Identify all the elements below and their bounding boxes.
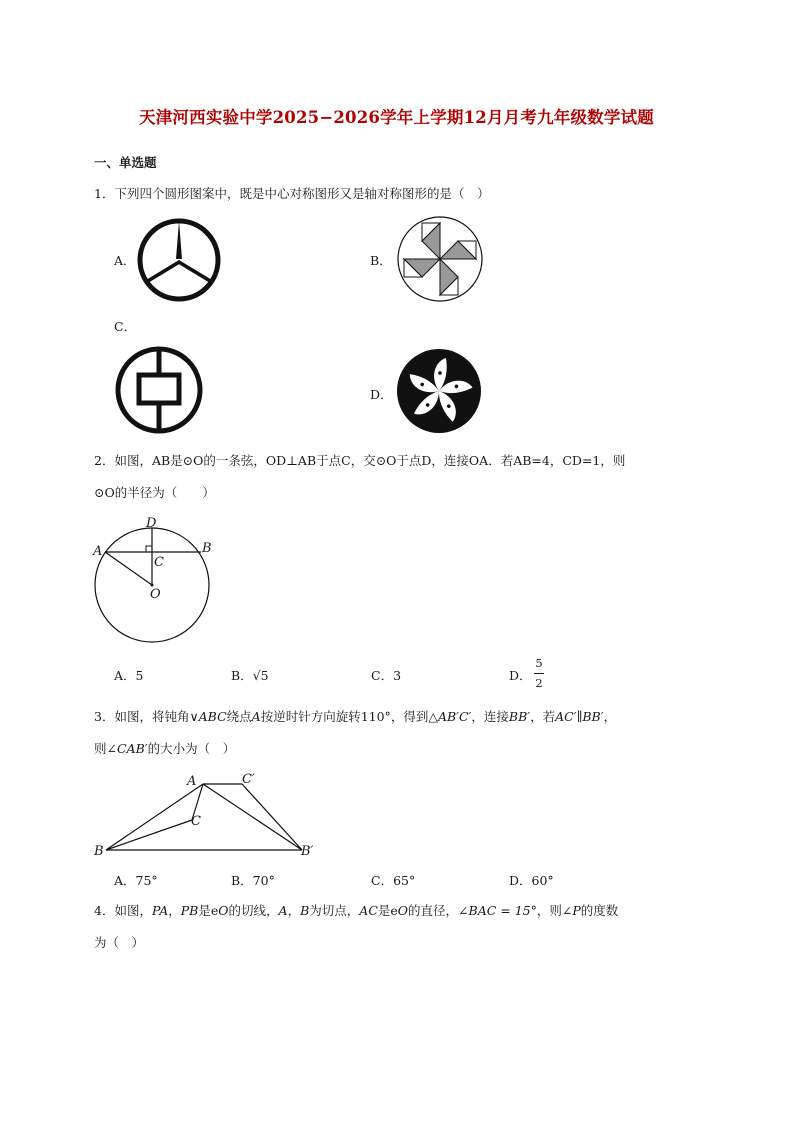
q4-math-a: A: [278, 903, 288, 918]
q4-text: 4．如图，: [94, 903, 152, 918]
q2-option-d-fraction-bar: [534, 673, 544, 674]
q1-option-b-label[interactable]: B．: [370, 253, 392, 268]
q3-option-d[interactable]: D．60°: [509, 873, 554, 888]
q2-stem-line1: 2．如图，AB是⊙O的一条弦，OD⊥AB于点C，交⊙O于点D，连接OA．若AB=4，CD=1，则: [94, 453, 626, 468]
q3-label-b: B: [94, 844, 104, 859]
q2-option-d-prefix: D．: [509, 668, 532, 683]
q4-text: 为切点，: [309, 903, 360, 918]
q1-option-d-label[interactable]: D．: [370, 387, 393, 402]
q1-option-b-figure: [396, 215, 484, 303]
q3-text: ，得到: [390, 709, 429, 724]
q3-stem-line1: [94, 707, 616, 727]
q3-text: 的大小为（ ）: [147, 741, 236, 756]
q2-option-b[interactable]: [231, 666, 269, 684]
q2-option-c[interactable]: C．3: [371, 668, 402, 683]
q3-text: ，若: [530, 709, 556, 724]
q1-option-c-figure: [114, 345, 204, 435]
q3-math-angle-cab: ∠CAB′: [106, 741, 148, 756]
q3-math-angle: 110°: [360, 709, 391, 724]
q3-math-bb: BB′: [508, 709, 531, 724]
q3-label-a: A: [187, 774, 197, 789]
q2-option-d-denominator: 2: [535, 676, 543, 690]
q4-math-angle-p: ∠P: [561, 903, 581, 918]
q3-label-cp: C′: [242, 772, 255, 787]
q2-option-b-prefix: B．: [231, 668, 253, 683]
q2-label-c: C: [154, 555, 164, 570]
q3-text: 绕点: [226, 709, 252, 724]
q4-math-angle-bac: ∠BAC = 15°: [458, 903, 537, 918]
q3-math-triangle: △AB′C′: [428, 709, 472, 724]
q4-math-b: B: [300, 903, 310, 918]
q4-text: ，则: [536, 903, 562, 918]
q2-stem-line2: ⊙O的半径为（ ）: [94, 485, 215, 500]
q3-figure: [92, 770, 322, 860]
q4-text: 的切线，: [228, 903, 279, 918]
q4-stem-line1: [94, 901, 618, 921]
q4-text: 是e: [198, 903, 219, 918]
section-heading: 一、单选题: [94, 155, 157, 170]
q3-label-bp: B′: [301, 844, 314, 859]
q1-option-d-figure: [396, 348, 482, 434]
q3-text: ，: [603, 709, 617, 724]
q4-stem-line2: 为（ ）: [94, 935, 145, 950]
q4-text: ，: [287, 903, 301, 918]
q3-text: 按逆时针方向旋转: [260, 709, 361, 724]
q3-math-a: A: [251, 709, 261, 724]
q3-math-abc: ∨ABC: [189, 709, 227, 724]
q4-math-pb: PB: [180, 903, 199, 918]
q4-text: ，: [168, 903, 181, 918]
q1-option-a-label[interactable]: A．: [114, 253, 136, 268]
q2-option-d-numerator: 5: [535, 656, 543, 670]
q4-text: 是e: [377, 903, 398, 918]
page-title: 天津河西实验中学2025−2026学年上学期12月月考九年级数学试题: [139, 108, 654, 127]
q2-label-d: D: [146, 516, 157, 531]
q3-option-b[interactable]: B．70°: [231, 873, 275, 888]
q3-option-a[interactable]: A．75°: [114, 873, 158, 888]
q3-math-parallel: AC′∥BB′: [555, 709, 604, 724]
q4-math-o: O: [397, 903, 409, 918]
q4-text: 的直径，: [408, 903, 459, 918]
q3-stem-line2: [94, 739, 235, 759]
q2-label-b: B: [202, 541, 212, 556]
q2-option-b-radical: √5: [252, 668, 269, 683]
q2-figure: [88, 512, 218, 652]
q4-math-pa: PA: [151, 903, 169, 918]
q2-option-a[interactable]: A．5: [114, 668, 144, 683]
q1-option-c-label[interactable]: C．: [114, 319, 137, 334]
q2-option-d[interactable]: [509, 666, 532, 684]
q1-option-a-figure: [136, 217, 222, 303]
q4-math-o: O: [218, 903, 229, 918]
q4-text: 的度数: [580, 903, 619, 918]
q2-label-o: O: [150, 587, 161, 602]
q1-stem: 1．下列四个圆形图案中，既是中心对称图形又是轴对称图形的是（ ）: [94, 186, 490, 201]
q3-text: ，连接: [471, 709, 509, 724]
q3-label-c: C: [191, 814, 201, 829]
q3-text: 则: [94, 741, 107, 756]
q2-label-a: A: [93, 544, 103, 559]
q3-text: 3．如图，将钝角: [94, 709, 190, 724]
q3-option-c[interactable]: C．65°: [371, 873, 416, 888]
q4-math-ac: AC: [359, 903, 378, 918]
